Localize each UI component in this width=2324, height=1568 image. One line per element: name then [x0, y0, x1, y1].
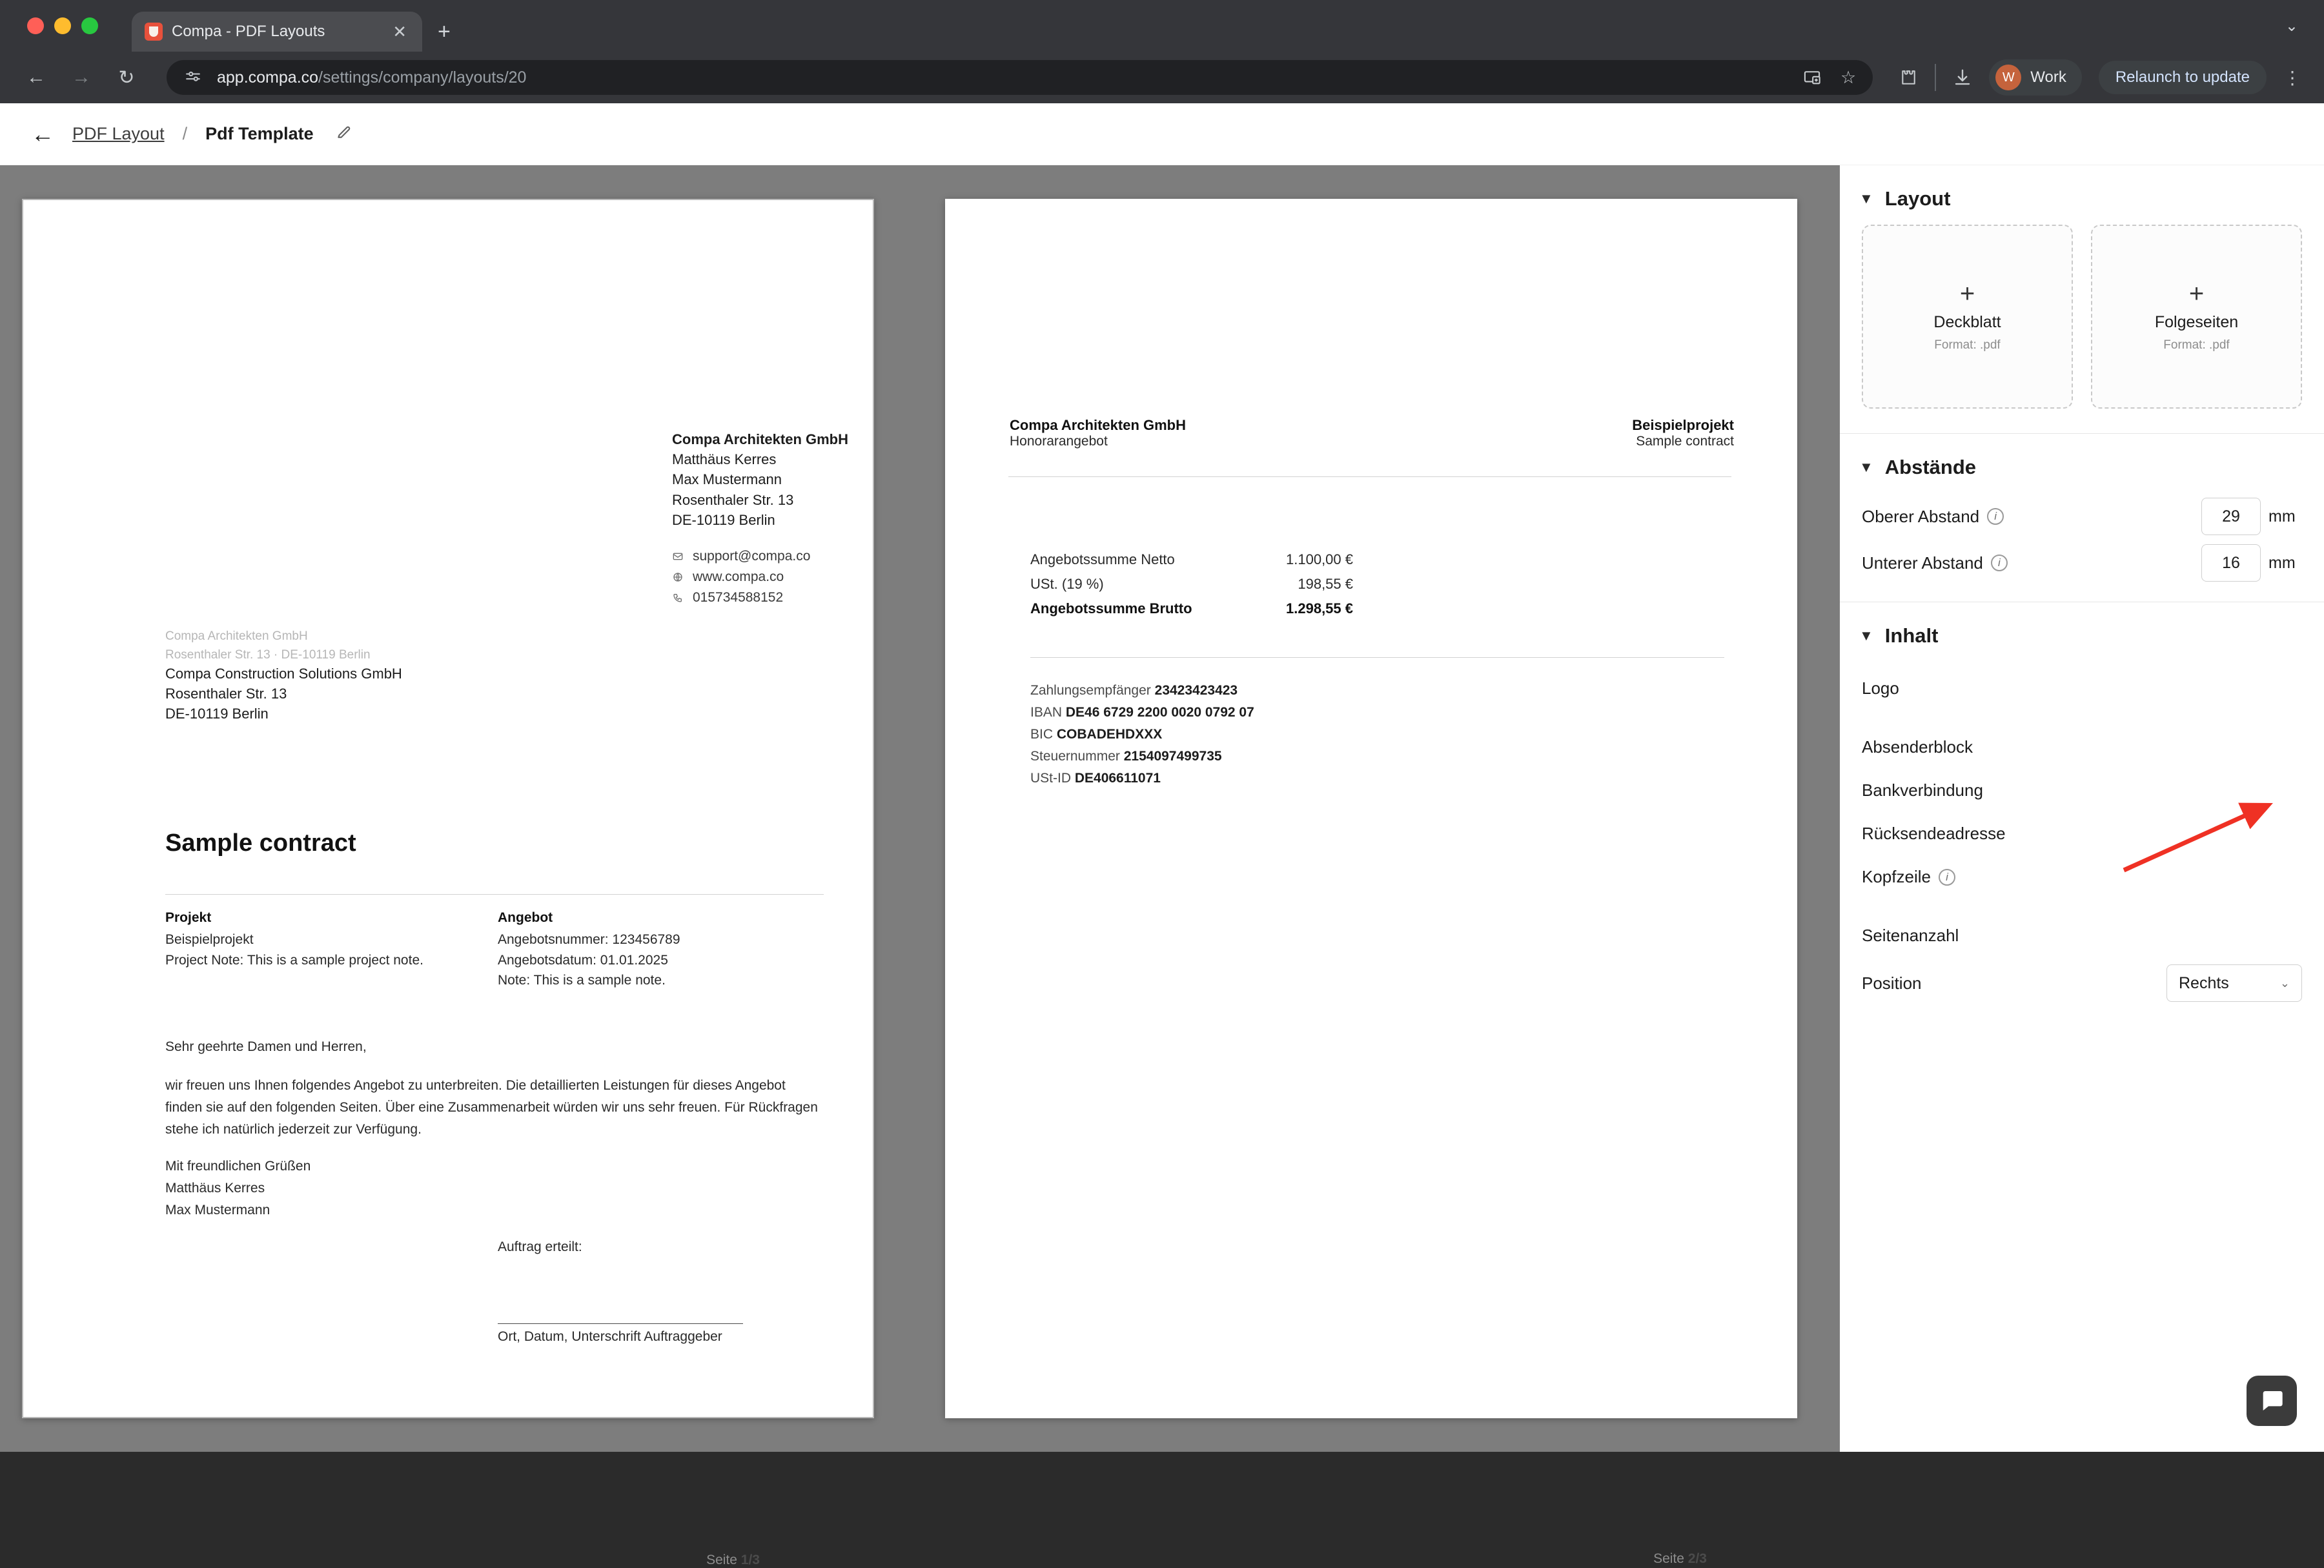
browser-tab-bar	[0, 0, 2324, 52]
section-title-inhalt: Inhalt	[1884, 624, 1939, 647]
toggle-knob	[2281, 880, 2299, 898]
settings-panel	[1840, 165, 2324, 1452]
bank-row: IBAN DE46 6729 2200 0020 0792 07	[1030, 705, 1254, 720]
unit-unterer-abstand: mm	[2268, 553, 2296, 572]
toggle-knob	[2305, 691, 2323, 709]
address-bar[interactable]	[167, 60, 1873, 95]
summary-label: Angebotssumme Brutto	[1030, 600, 1192, 616]
return-address-line-1: Compa Architekten GmbH	[165, 629, 308, 643]
bank-row: BIC COBADEHDXXX	[1030, 727, 1163, 742]
upload-folgeseiten-format: Format: .pdf	[2163, 338, 2230, 352]
label-seitenanzahl: Seitenanzahl	[1862, 926, 1959, 945]
row-absenderblock	[1840, 710, 2324, 769]
section-title-abstaende: Abstände	[1884, 456, 1977, 478]
summary-value: 1.100,00 €	[1286, 551, 1353, 567]
bank-details	[1030, 680, 1254, 789]
page-1-number: Seite 1/3	[706, 1553, 760, 1567]
toolbar-divider	[1935, 64, 1936, 91]
window-controls[interactable]	[27, 17, 98, 34]
recipient-city: DE-10119 Berlin	[165, 706, 269, 722]
pdf-page-1[interactable]	[22, 199, 874, 1567]
label-position: Position	[1862, 973, 1922, 993]
page-2-number: Seite 2/3	[1653, 1551, 1707, 1566]
chevron-down-icon: ⌄	[2279, 976, 2290, 990]
app-root	[0, 103, 2324, 1567]
salutation: Sehr geehrte Damen und Herren,	[165, 1039, 367, 1054]
close-tab-icon[interactable]: ✕	[392, 22, 407, 41]
field-label-unterer-abstand: Unterer Abstand	[1862, 553, 1983, 573]
row-logo	[1840, 662, 2324, 710]
new-tab-button[interactable]: +	[438, 19, 451, 44]
row-ruecksendeadresse	[1840, 812, 2324, 855]
pdf-page-1-content	[23, 200, 873, 1567]
offer-line-2: Angebotsdatum: 01.01.2025	[498, 952, 668, 968]
select-position-value: Rechts	[2179, 973, 2229, 992]
offer-line-1: Angebotsnummer: 123456789	[498, 932, 680, 947]
maximize-window-button[interactable]	[81, 17, 98, 34]
section-title-layout: Layout	[1884, 187, 1951, 210]
row-seitenanzahl	[1840, 899, 2324, 957]
summary-label: Angebotssumme Netto	[1030, 551, 1175, 567]
company-name: Compa Architekten GmbH	[672, 431, 849, 447]
breadcrumb-current: Pdf Template	[205, 124, 314, 143]
return-address-line-2: Rosenthaler Str. 13 · DE-10119 Berlin	[165, 647, 371, 662]
site-settings-icon[interactable]	[183, 68, 203, 87]
chevron-down-icon[interactable]: ▼	[1859, 190, 1873, 207]
contact-phone	[672, 588, 848, 607]
url-text: app.compa.co/settings/company/layouts/20	[217, 68, 527, 87]
upload-deckblatt[interactable]	[1862, 225, 2073, 409]
avatar: W	[1995, 65, 2021, 90]
label-logo: Logo	[1862, 678, 1899, 698]
layout-upload-row	[1840, 225, 2324, 414]
close-window-button[interactable]	[27, 17, 44, 34]
page2-header-project: Beispielprojekt	[1632, 417, 1734, 433]
contact-email-value: support@compa.co	[693, 549, 811, 564]
phone-icon	[672, 592, 684, 604]
label-bankverbindung: Bankverbindung	[1862, 780, 1983, 800]
page2-header-divider	[1008, 476, 1731, 477]
section-header-inhalt[interactable]	[1840, 602, 2324, 662]
info-icon[interactable]: i	[1987, 508, 2004, 525]
browser-tab[interactable]	[132, 12, 422, 52]
page2-header-title: Compa Architekten GmbH	[1010, 417, 1187, 433]
compa-favicon-icon	[145, 23, 163, 41]
project-line-1: Beispielprojekt	[165, 932, 254, 947]
row-position	[1840, 957, 2324, 1004]
summary-label: USt. (19 %)	[1030, 576, 1104, 592]
order-granted-label: Auftrag erteilt:	[498, 1239, 582, 1254]
company-city: DE-10119 Berlin	[672, 511, 775, 528]
document-title: Sample contract	[165, 830, 356, 857]
chat-support-button[interactable]	[2247, 1376, 2297, 1426]
pdf-page-2[interactable]	[945, 199, 1797, 1566]
page2-header-subtitle: Honorarangebot	[1010, 434, 1108, 449]
relaunch-to-update-button[interactable]: Relaunch to update	[2099, 61, 2267, 94]
upload-folgeseiten-label: Folgeseiten	[2154, 313, 2239, 331]
signature-line	[498, 1323, 743, 1324]
contact-email	[672, 547, 848, 566]
contact-website	[672, 567, 848, 587]
browser-menu-icon[interactable]: ⋮	[2283, 67, 2302, 88]
summary-table	[1030, 547, 1353, 621]
chevron-down-icon[interactable]: ▼	[1859, 627, 1873, 644]
label-ruecksendeadresse: Rücksendeadresse	[1862, 824, 2006, 843]
bank-row: USt-ID DE406611071	[1030, 771, 1161, 786]
chat-icon	[2259, 1388, 2285, 1414]
install-app-icon[interactable]	[1803, 68, 1821, 87]
breadcrumb-parent-link[interactable]: PDF Layout	[72, 124, 165, 143]
bank-row: Zahlungsempfänger 23423423423	[1030, 683, 1238, 698]
signature-label: Ort, Datum, Unterschrift Auftraggeber	[498, 1329, 722, 1344]
upload-deckblatt-format: Format: .pdf	[1934, 338, 2001, 352]
bank-row: Steuernummer 2154097499735	[1030, 749, 1222, 764]
project-line-2: Project Note: This is a sample project note.	[165, 952, 423, 968]
upload-deckblatt-label: Deckblatt	[1933, 313, 2001, 331]
pencil-icon[interactable]	[336, 123, 352, 145]
summary-row	[1030, 547, 1353, 572]
section-header-abstaende[interactable]	[1840, 434, 2324, 493]
pdf-preview-canvas	[0, 165, 1840, 1567]
page2-summary-divider	[1030, 657, 1724, 658]
contact-phone-value: 015734588152	[693, 589, 784, 605]
contact-website-value: www.compa.co	[693, 569, 784, 584]
info-icon[interactable]: i	[1939, 869, 1955, 886]
back-button[interactable]: ←	[26, 66, 46, 88]
app-header	[0, 103, 2324, 165]
offer-line-3: Note: This is a sample note.	[498, 973, 666, 988]
profile-label: Work	[2030, 68, 2066, 86]
reload-button[interactable]: ↻	[118, 66, 135, 88]
info-icon[interactable]: i	[1991, 555, 2008, 571]
plus-icon: +	[1959, 280, 1975, 308]
divider	[165, 894, 824, 895]
pdf-page-2-content	[945, 199, 1797, 1566]
summary-value: 198,55 €	[1298, 576, 1353, 592]
unit-oberer-abstand: mm	[2268, 507, 2296, 525]
mail-icon	[672, 551, 684, 562]
toggle-knob	[2281, 939, 2299, 957]
input-unterer-abstand[interactable]: 16	[2201, 544, 2261, 582]
field-unterer-abstand	[1840, 540, 2324, 586]
upload-folgeseiten[interactable]	[2091, 225, 2302, 409]
forward-button[interactable]: →	[72, 66, 91, 88]
select-position[interactable]	[2166, 964, 2302, 1002]
input-oberer-abstand[interactable]: 29	[2201, 498, 2261, 535]
chevron-down-icon[interactable]: ▼	[1859, 459, 1873, 475]
closing-line-1: Mit freundlichen Grüßen	[165, 1159, 311, 1174]
closing-line-2: Matthäus Kerres	[165, 1181, 265, 1196]
app-back-button[interactable]: ←	[31, 120, 54, 147]
summary-value: 1.298,55 €	[1286, 600, 1353, 616]
page2-header-contract: Sample contract	[1636, 434, 1734, 449]
plus-icon: +	[2188, 280, 2205, 308]
recipient-name: Compa Construction Solutions GmbH	[165, 666, 402, 682]
toggle-knob	[2281, 750, 2299, 768]
offer-heading: Angebot	[498, 910, 553, 925]
toggle-knob	[2281, 837, 2299, 855]
profile-button[interactable]	[1989, 59, 2082, 96]
body-text: wir freuen uns Ihnen folgendes Angebot zu unterbreiten. Die detaillierten Leistungen für dieses Angebot finden sie auf den folgenden Seiten. Über eine Zusammenarbeit würden wir uns sehr freuen. Für Rückfragen stehe ich natürlich jederzeit zur Verfügung.	[165, 1078, 818, 1137]
company-person-1: Matthäus Kerres	[672, 451, 777, 468]
label-kopfzeile: Kopfzeile	[1862, 867, 1931, 886]
extensions-icon[interactable]	[1899, 68, 1918, 87]
bookmark-star-icon[interactable]: ☆	[1840, 67, 1857, 87]
download-icon[interactable]	[1953, 68, 1972, 87]
project-heading: Projekt	[165, 910, 212, 925]
label-absenderblock: Absenderblock	[1862, 737, 1973, 757]
toggle-knob	[2281, 793, 2299, 811]
summary-row-total	[1030, 596, 1353, 621]
row-bankverbindung	[1840, 769, 2324, 812]
field-label-oberer-abstand: Oberer Abstand	[1862, 506, 1980, 526]
globe-icon	[672, 571, 684, 583]
closing-line-3: Max Mustermann	[165, 1203, 270, 1218]
browser-toolbar	[0, 52, 2324, 103]
company-person-2: Max Mustermann	[672, 471, 782, 488]
recipient-street: Rosenthaler Str. 13	[165, 686, 287, 702]
breadcrumb-separator: /	[182, 124, 188, 143]
section-header-layout[interactable]	[1840, 165, 2324, 225]
row-kopfzeile	[1840, 855, 2324, 899]
field-oberer-abstand	[1840, 493, 2324, 540]
chevron-down-icon[interactable]: ⌄	[2285, 17, 2298, 35]
app-body	[0, 165, 2324, 1567]
company-street: Rosenthaler Str. 13	[672, 491, 794, 508]
summary-row	[1030, 572, 1353, 596]
minimize-window-button[interactable]	[54, 17, 71, 34]
tab-title: Compa - PDF Layouts	[172, 23, 325, 40]
